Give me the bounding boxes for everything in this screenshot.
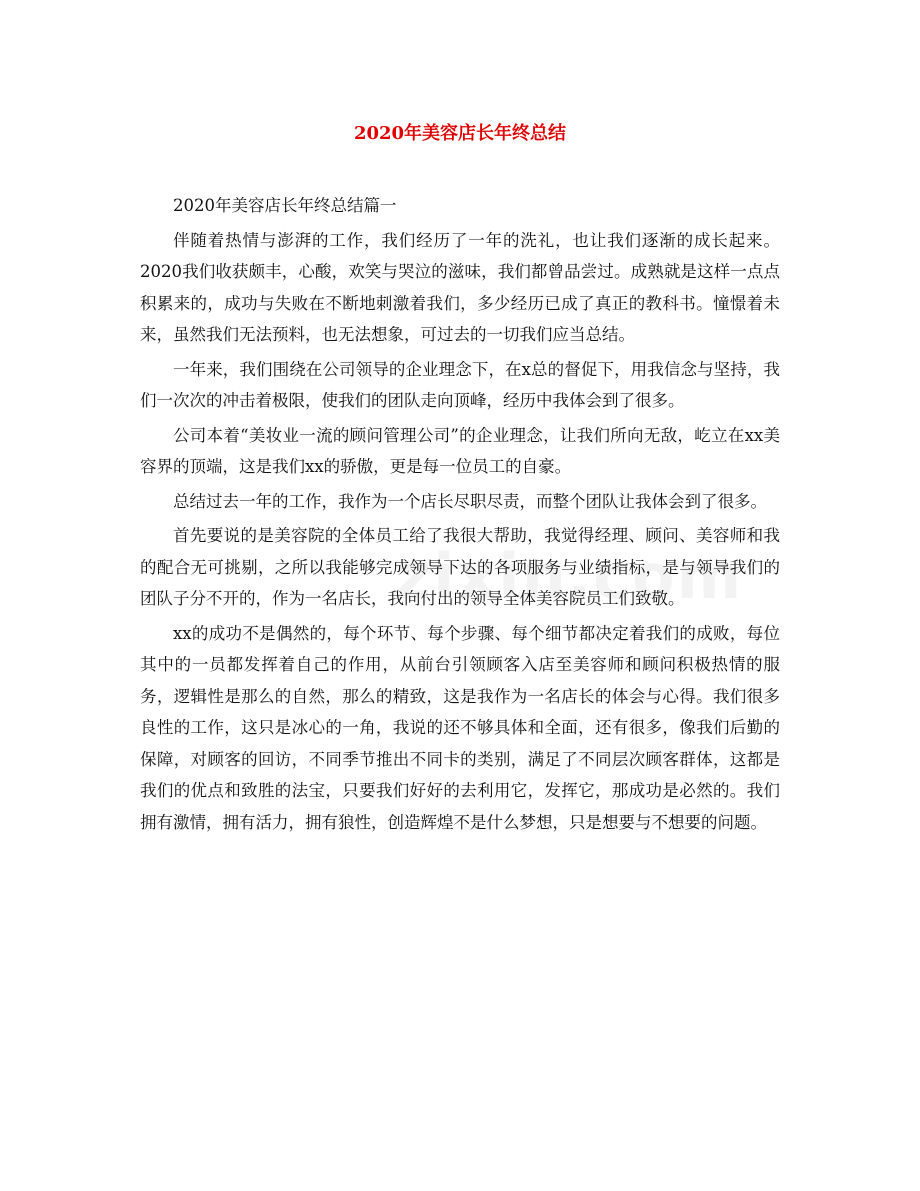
section-heading: 2020年美容店长年终总结篇一 [173,196,397,215]
document-body [140,190,780,841]
paragraph: 公司本着“美妆业一流的顾问管理公司”的企业理念，让我们所向无敌，屹立在xx美容界的顶端，这是我们xx的骄傲，更是每一位员工的自豪。 [140,425,780,476]
paragraph: 一年来，我们围绕在公司领导的企业理念下，在x总的督促下，用我信念与坚持，我们一次次的冲击着极限，使我们的团队走向顶峰，经历中我体会到了很多。 [140,359,780,410]
document-title: 2020年美容店长年终总结 [353,123,567,144]
paragraph: 伴随着热情与澎湃的工作，我们经历了一年的洗礼，也让我们逐渐的成长起来。2020我们收获颇丰，心酸，欢笑与哭泣的滋味，我们都曾品尝过。成熟就是这样一点点积累来的，成功与失败在不断地刺激着我们，多少经历已成了真正的教科书。憧憬着未来，虽然我们无法预料，也无法想象，可过去的一切我们应当总结。 [140,230,780,344]
paragraph: 首先要说的是美容院的全体员工给了我很大帮助，我觉得经理、顾问、美容师和我的配合无可挑剔，之所以我能够完成领导下达的各项服务与业绩指标，是与领导我们的团队子分不开的，作为一名店长，我向付出的领导全体美容院员工们致敬。 [140,526,780,608]
paragraph: xx的成功不是偶然的，每个环节、每个步骤、每个细节都决定着我们的成败，每位其中的一员都发挥着自己的作用，从前台引领顾客入店至美容师和顾问积极热情的服务，逻辑性是那么的自然，那么的精致，这是我作为一名店长的体会与心得。我们很多良性的工作，这只是冰心的一角，我说的还不够具体和全面，还有很多，像我们后勤的保障，对顾客的回访，不同季节推出不同卡的类别，满足了不同层次顾客群体，这都是我们的优点和致胜的法宝，只要我们好好的去利用它，发挥它，那成功是必然的。我们拥有激情，拥有活力，拥有狼性，创造辉煌不是什么梦想，只是想要与不想要的问题。 [140,623,780,832]
paragraph: 总结过去一年的工作，我作为一个店长尽职尽责，而整个团队让我体会到了很多。 [173,491,767,511]
